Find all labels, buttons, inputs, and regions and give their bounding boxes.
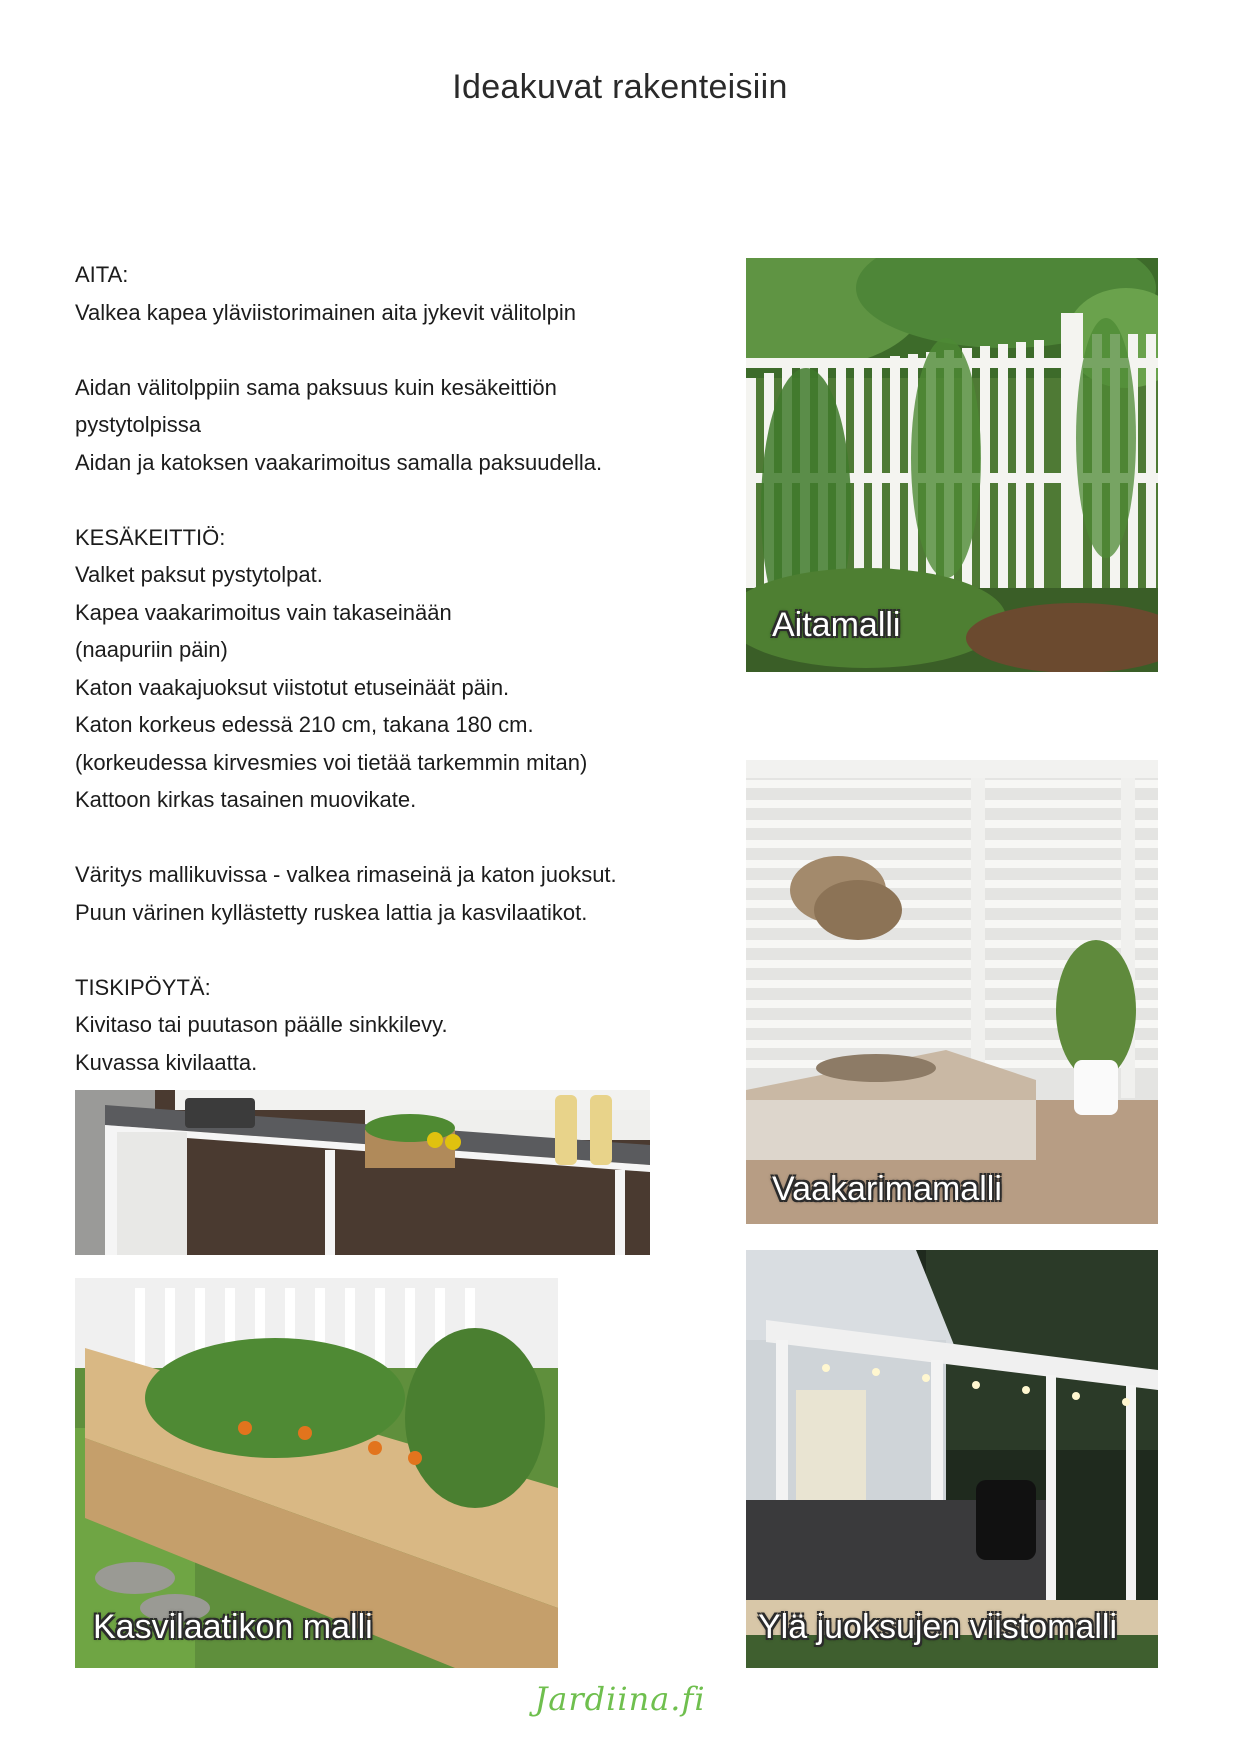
text-line: pystytolpissa bbox=[75, 412, 201, 437]
text-line: (naapuriin päin) bbox=[75, 637, 228, 662]
text-line: (korkeudessa kirvesmies voi tietää tarkemmin mitan) bbox=[75, 749, 588, 775]
brand-logo: Jardiina.fi bbox=[534, 1680, 706, 1718]
fence-caption: Aitamalli bbox=[772, 606, 901, 644]
text-line: AITA: bbox=[75, 262, 129, 287]
text-line: Aidan välitolppiin sama paksuus kuin kesäkeittiön bbox=[75, 374, 557, 400]
text-line: TISKIPÖYTÄ: bbox=[75, 974, 211, 1000]
text-line: KESÄKEITTIÖ: bbox=[75, 524, 226, 550]
text-line: Katon vaakajuoksut viistotut etuseinäät päin. bbox=[75, 674, 510, 700]
description-text bbox=[75, 256, 695, 1081]
planter-caption: Kasvilaatikon malli bbox=[93, 1608, 373, 1646]
pergola-photo bbox=[746, 1250, 1158, 1668]
text-line: Aidan ja katoksen vaakarimoitus samalla paksuudella. bbox=[75, 449, 603, 475]
text-line: Puun värinen kyllästetty ruskea lattia ja kasvilaatikot. bbox=[75, 899, 588, 925]
text-line: Valkea kapea yläviistorimainen aita jykevit välitolpin bbox=[75, 299, 576, 325]
slats-caption: Vaakarimamalli bbox=[772, 1170, 1002, 1208]
planter-photo bbox=[75, 1278, 558, 1668]
paragraph-gap bbox=[75, 331, 695, 369]
text-line: Kuvassa kivilaatta. bbox=[75, 1049, 258, 1075]
counter-photo bbox=[75, 1090, 650, 1255]
text-line: Valket paksut pystytolpat. bbox=[75, 562, 323, 587]
pergola-caption: Ylä juoksujen viistomalli bbox=[758, 1608, 1118, 1646]
fence-photo bbox=[746, 258, 1158, 672]
text-line: Katon korkeus edessä 210 cm, takana 180 cm. bbox=[75, 712, 534, 737]
text-line: Kivitaso tai puutason päälle sinkkilevy. bbox=[75, 1012, 448, 1037]
text-line: Väritys mallikuvissa - valkea rimaseinä ja katon juoksut. bbox=[75, 862, 617, 887]
text-line: Kattoon kirkas tasainen muovikate. bbox=[75, 787, 417, 812]
text-line: Kapea vaakarimoitus vain takaseinään bbox=[75, 599, 452, 625]
slats-photo bbox=[746, 760, 1158, 1224]
paragraph-gap bbox=[75, 819, 695, 857]
page-title: Ideakuvat rakenteisiin bbox=[452, 68, 788, 106]
paragraph-gap bbox=[75, 931, 695, 969]
paragraph-gap bbox=[75, 481, 695, 519]
